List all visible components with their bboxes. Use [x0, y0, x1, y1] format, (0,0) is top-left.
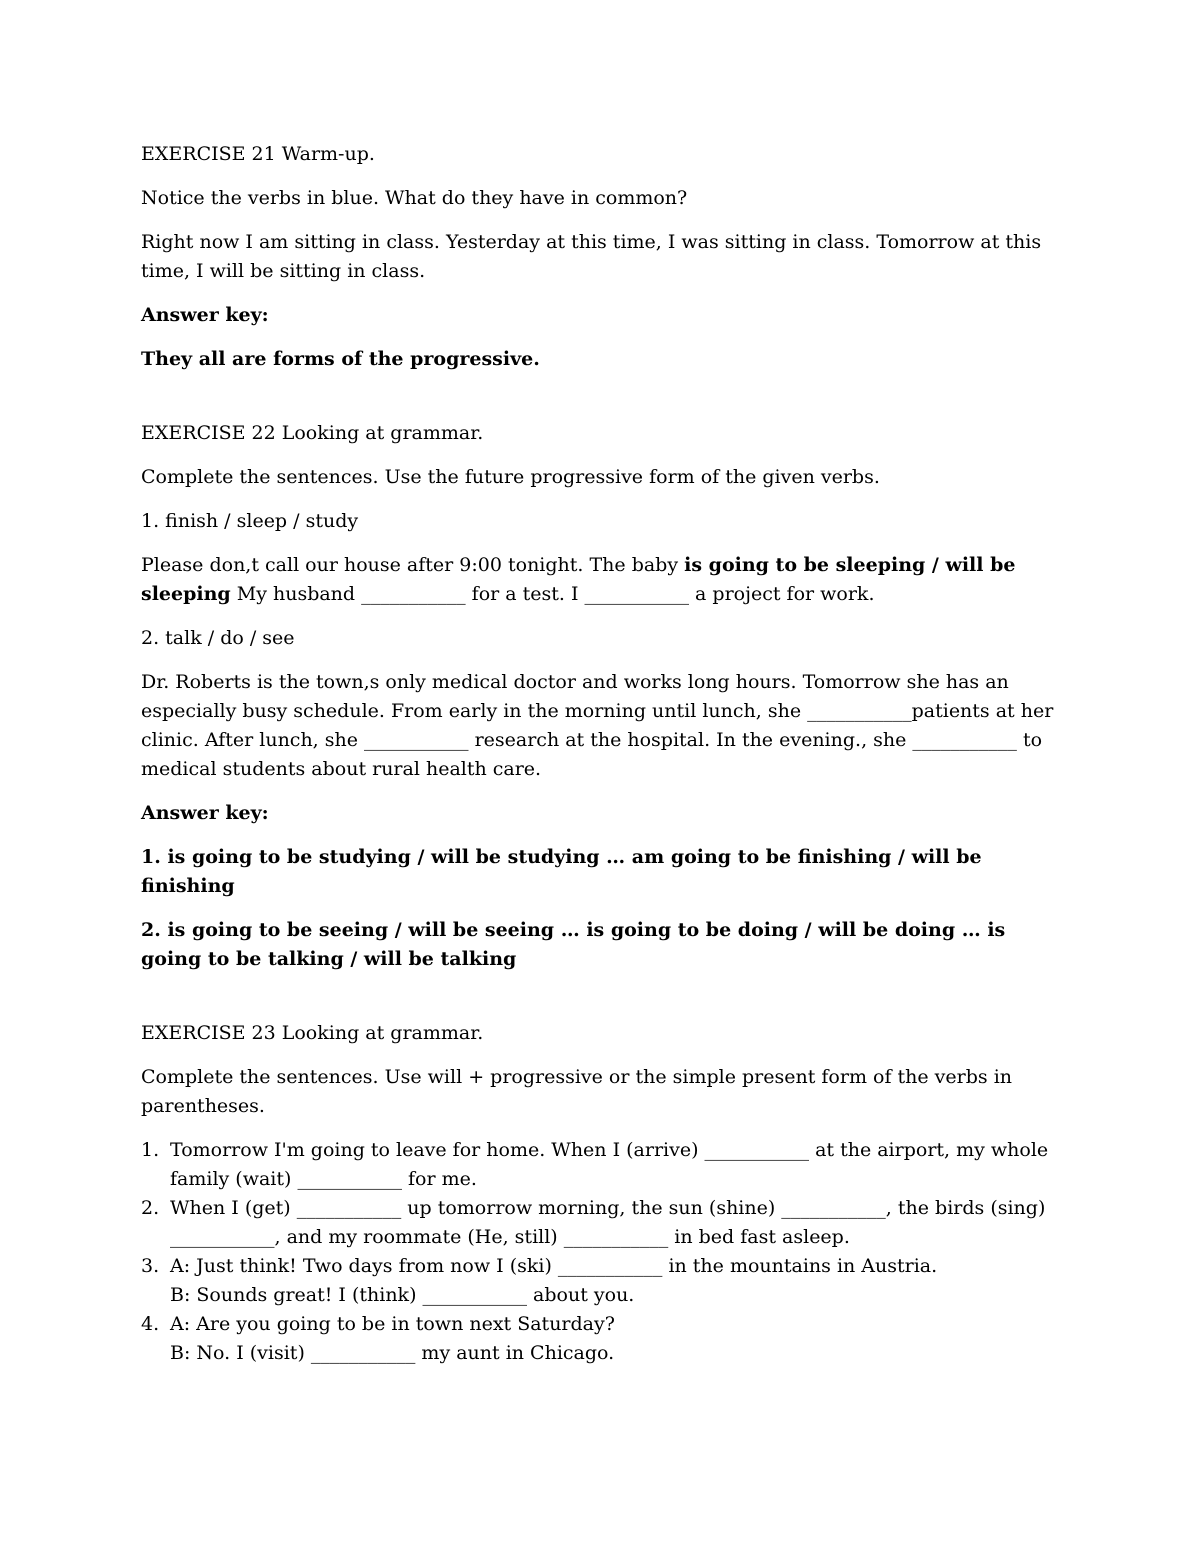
list-item-line: B: Sounds great! I (think) ___________ about you. — [170, 1284, 635, 1306]
list-item-line: Tomorrow I'm going to leave for home. When I (arrive) ___________ at the airport, my whole family (wait) ___________ for me. — [170, 1139, 1049, 1190]
ex22-instruction: Complete the sentences. Use the future progressive form of the given verbs. — [141, 466, 880, 488]
ex21-text: Right now I am sitting in class. Yesterday at this time, I was sitting in class. Tomorrow at this time, I will be sitting in class. — [141, 231, 1042, 282]
ex23-title: EXERCISE 23 Looking at grammar. — [141, 1022, 484, 1044]
ex23-instruction: Complete the sentences. Use will + progressive or the simple present form of the verbs in parentheses. — [141, 1066, 1013, 1117]
list-item-number: 4. — [141, 1313, 160, 1335]
list-item — [141, 1136, 1066, 1194]
ex22-answer-1: 1. is going to be studying / will be studying … am going to be finishing / will be finishing — [141, 846, 982, 897]
ex21-answer: They all are forms of the progressive. — [141, 348, 540, 370]
list-item-number: 1. — [141, 1139, 160, 1161]
ex22-item1-text-a: Please don,t call our house after 9:00 tonight. The baby — [141, 554, 685, 576]
list-item-number: 3. — [141, 1255, 160, 1277]
section-spacer — [141, 989, 1066, 1019]
ex22-item2-verbs: 2. talk / do / see — [141, 627, 295, 649]
list-item-line: A: Are you going to be in town next Saturday? — [170, 1313, 615, 1335]
ex22-item1-answer: is going to be sleeping / will be sleeping — [141, 554, 1016, 605]
section-spacer — [141, 389, 1066, 419]
ex22-title: EXERCISE 22 Looking at grammar. — [141, 422, 484, 444]
ex22-item1-verbs: 1. finish / sleep / study — [141, 510, 359, 532]
document-content — [141, 140, 1066, 1368]
ex22-item1-text-b: My husband ___________ for a test. I ___________ a project for work. — [230, 583, 875, 605]
ex22-item1-text — [141, 551, 1066, 609]
ex21-title: EXERCISE 21 Warm-up. — [141, 143, 375, 165]
ex23-list — [141, 1136, 1066, 1368]
ex22-answer-2: 2. is going to be seeing / will be seeing … is going to be doing / will be doing … is going to be talking / will be talking — [141, 919, 1006, 970]
list-item-line: B: No. I (visit) ___________ my aunt in Chicago. — [170, 1342, 615, 1364]
list-item — [141, 1194, 1066, 1252]
list-item — [141, 1252, 1066, 1310]
list-item-line: A: Just think! Two days from now I (ski) ___________ in the mountains in Austria. — [170, 1255, 938, 1277]
list-item-number: 2. — [141, 1197, 160, 1219]
ex21-instruction: Notice the verbs in blue. What do they have in common? — [141, 187, 688, 209]
ex22-item2-text: Dr. Roberts is the town,s only medical doctor and works long hours. Tomorrow she has an especially busy schedule. From early in the morning until lunch, she ___________patients at her clinic. After lunch, she ___________ research at the hospital. In the evening., she ___________ to medical students about rural health care. — [141, 671, 1054, 780]
list-item — [141, 1310, 1066, 1368]
ex22-answer-label: Answer key: — [141, 802, 269, 824]
ex21-answer-label: Answer key: — [141, 304, 269, 326]
list-item-line: When I (get) ___________ up tomorrow morning, the sun (shine) ___________, the birds (sing) ___________, and my roommate (He, still) ___________ in bed fast asleep. — [170, 1197, 1046, 1248]
